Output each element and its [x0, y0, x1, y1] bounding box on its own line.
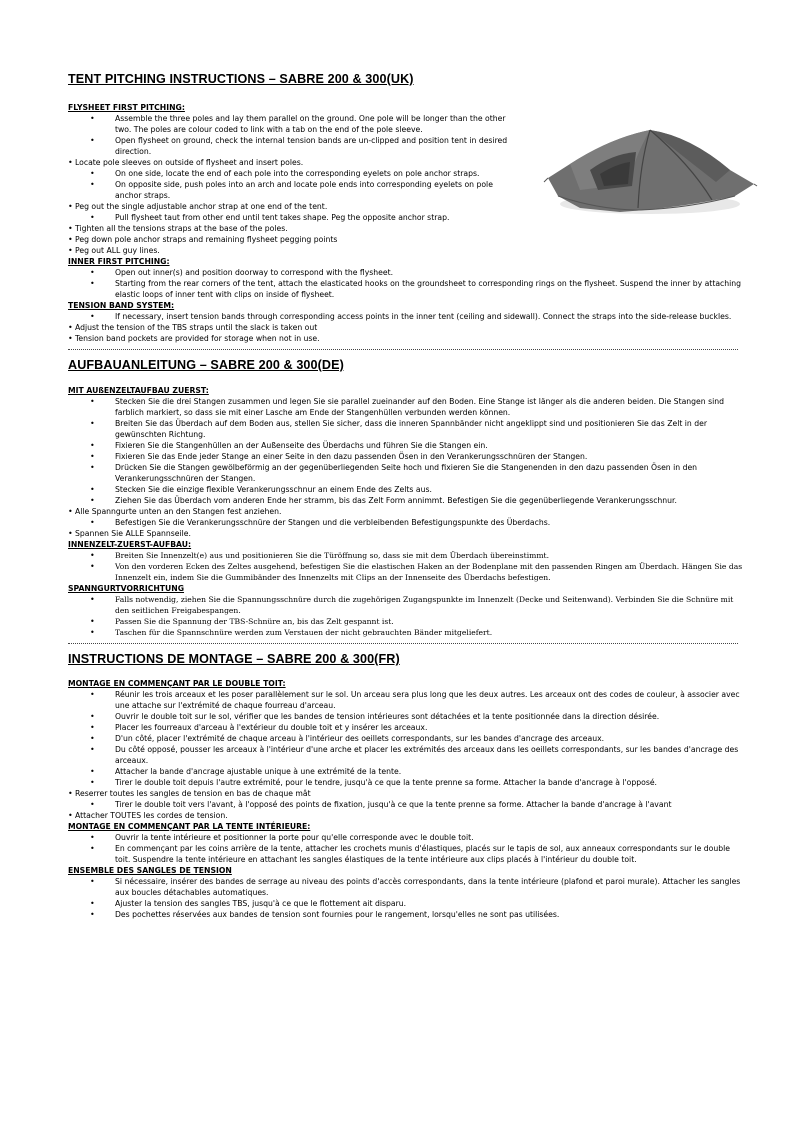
list-item: • Ouvrir la tente intérieure et positionner la porte pour qu'elle corresponde avec le double toit. [68, 832, 744, 843]
subsection-inner-first [68, 821, 744, 865]
list-item: • Attacher TOUTES les cordes de tension. [68, 810, 744, 821]
list-item: • Von den vorderen Ecken des Zeltes ausgehend, befestigen Sie die elastischen Haken an der Bodenplane mit den passenden Ringen am Überdach. Hängen Sie das Innenzelt ein, indem Sie die Gummibänder des Innenzelts mit Clips an der Innenseite des Überdachs befestigen. [68, 561, 744, 583]
list-item: • Reserrer toutes les sangles de tension en bas de chaque mât [68, 788, 744, 799]
subsection-heading: INNER FIRST PITCHING: [68, 257, 170, 266]
list-item: • Ouvrir le double toit sur le sol, vérifier que les bandes de tension intérieures sont détachées et la tente positionnée dans la direction désirée. [68, 711, 744, 722]
list-item: • Taschen für die Spannschnüre werden zum Verstauen der nicht gebrauchten Bänder mitgeliefert. [68, 627, 744, 638]
list-item: • Pull flysheet taut from other end until tent takes shape. Peg the opposite anchor strap. [68, 212, 508, 223]
list-item: • Stecken Sie die einzige flexible Verankerungsschnur an einem Ende des Zelts aus. [68, 484, 744, 495]
list-item: • Open out inner(s) and position doorway to correspond with the flysheet. [68, 267, 744, 278]
list-item: • If necessary, insert tension bands through corresponding access points in the inner tent (ceiling and sidewall). Connect the straps into the side-release buckles. [68, 311, 744, 322]
list-item: • Assemble the three poles and lay them parallel on the ground. One pole will be longer than the other two. The poles are colour coded to link with a tab on the end of the pole sleeve. [68, 113, 508, 135]
list-item: • Peg down pole anchor straps and remaining flysheet pegging points [68, 234, 508, 245]
subsection-inner-first [68, 539, 744, 583]
subsection-heading: MONTAGE EN COMMENÇANT PAR LA TENTE INTÉRIEURE: [68, 822, 311, 831]
list-item: • Drücken Sie die Stangen gewölbeförmig an der gegenüberliegenden Seite hoch und fixieren Sie die Stangenenden in den dazu passenden Ösen in den Verankerungsschnüren der Stangen. [68, 462, 744, 484]
subsection-flysheet-first [68, 385, 744, 539]
list-item: • Breiten Sie Innenzelt(e) aus und positionieren Sie die Türöffnung so, dass sie mit dem Überdach übereinstimmt. [68, 550, 744, 561]
list-item: • Spannen Sie ALLE Spannseile. [68, 528, 744, 539]
list-item: • Tighten all the tensions straps at the base of the poles. [68, 223, 508, 234]
subsection-tension-band [68, 865, 744, 920]
list-item: • Des pochettes réservées aux bandes de tension sont fournies pour le rangement, lorsqu'elles ne sont pas utilisées. [68, 909, 744, 920]
list-item: • Stecken Sie die drei Stangen zusammen und legen Sie sie parallel zueinander auf den Boden. Eine Stange ist länger als die anderen beiden. Die Stangen sind farblich markiert, so dass sie mit einer Lasche am Ende der Stangenhüllen verbunden werden können. [68, 396, 744, 418]
list-item: • Peg out ALL guy lines. [68, 245, 508, 256]
list-item: • Placer les fourreaux d'arceau à l'extérieur du double toit et y insérer les arceaux. [68, 722, 744, 733]
section-title: AUFBAUANLEITUNG – SABRE 200 & 300(DE) [68, 358, 344, 372]
list-item: • Open flysheet on ground, check the internal tension bands are un-clipped and position tent in desired direction. [68, 135, 508, 157]
list-item: • Tirer le double toit depuis l'autre extrémité, pour le tendre, jusqu'à ce que la tente prenne sa forme. Attacher la bande d'ancrage à l'opposé. [68, 777, 744, 788]
subsection-heading: TENSION BAND SYSTEM: [68, 301, 175, 310]
subsection-heading: INNENZELT-ZUERST-AUFBAU: [68, 540, 192, 549]
list-item: • Réunir les trois arceaux et les poser parallèlement sur le sol. Un arceau sera plus long que les deux autres. Les arceaux ont des codes de couleur, à associer avec une attache sur l'extrémité de chaque fourreau d'arceau. [68, 689, 744, 711]
list-item: • Tirer le double toit vers l'avant, à l'opposé des points de fixation, jusqu'à ce que la tente prenne sa forme. Attacher la bande d'ancrage à l'avant [68, 799, 744, 810]
list-item: • Adjust the tension of the TBS straps until the slack is taken out [68, 322, 744, 333]
list-item: • Ziehen Sie das Überdach vom anderen Ende her stramm, bis das Zelt Form annimmt. Befestigen Sie die gegenüberliegende Verankerungsschnur. [68, 495, 744, 506]
list-item: • Ajuster la tension des sangles TBS, jusqu'à ce que le flottement ait disparu. [68, 898, 744, 909]
list-item: • Si nécessaire, insérer des bandes de serrage au niveau des points d'accès correspondants, dans la tente intérieure (plafond et paroi murale). Attacher les sangles aux boucles détachables automatiques. [68, 876, 744, 898]
list-item: • En commençant par les coins arrière de la tente, attacher les crochets munis d'élastiques, placés sur le tapis de sol, aux anneaux correspondants sur le double toit. Suspendre la tente intérieure en attachant les sangles élastiques de la tente intérieure aux clips placés à l'intérieur du double toit. [68, 843, 744, 865]
subsection-inner-first [68, 256, 744, 300]
section-english [68, 72, 744, 344]
list-item: • Fixieren Sie das Ende jeder Stange an einer Seite in den dazu passenden Ösen in den Verankerungsschnüren der Stangen. [68, 451, 744, 462]
list-item: • Befestigen Sie die Verankerungsschnüre der Stangen und die verbleibenden Befestigungspunkte des Überdachs. [68, 517, 744, 528]
section-title: INSTRUCTIONS DE MONTAGE – SABRE 200 & 300(FR) [68, 652, 400, 666]
list-item: • Fixieren Sie die Stangenhüllen an der Außenseite des Überdachs und führen Sie die Stangen ein. [68, 440, 744, 451]
subsection-heading: ENSEMBLE DES SANGLES DE TENSION [68, 866, 232, 875]
subsection-heading: MONTAGE EN COMMENÇANT PAR LE DOUBLE TOIT: [68, 679, 286, 688]
list-item: • Passen Sie die Spannung der TBS-Schnüre an, bis das Zelt gespannt ist. [68, 616, 744, 627]
list-item: • On opposite side, push poles into an arch and locate pole ends into corresponding eyelets on pole anchor straps. [68, 179, 508, 201]
list-item: • Peg out the single adjustable anchor strap at one end of the tent. [68, 201, 508, 212]
subsection-flysheet-first [68, 102, 744, 256]
section-french [68, 652, 744, 920]
subsection-heading: FLYSHEET FIRST PITCHING: [68, 103, 185, 112]
subsection-heading: MIT AUßENZELTAUFBAU ZUERST: [68, 386, 209, 395]
list-item: • Starting from the rear corners of the tent, attach the elasticated hooks on the groundsheet to corresponding rings on the flysheet. Suspend the inner by attaching elastic loops of inner tent with clips on inside of flysheet. [68, 278, 744, 300]
list-item: • Attacher la bande d'ancrage ajustable unique à une extrémité de la tente. [68, 766, 744, 777]
list-item: • Alle Spanngurte unten an den Stangen fest anziehen. [68, 506, 744, 517]
subsection-tension-band [68, 300, 744, 344]
list-item: • On one side, locate the end of each pole into the corresponding eyelets on pole anchor straps. [68, 168, 508, 179]
subsection-tension-band [68, 583, 744, 638]
list-item: • Breiten Sie das Überdach auf dem Boden aus, stellen Sie sicher, dass die inneren Spannbänder nicht angeklippt sind und positionieren Sie das Zelt in der gewünschten Richtung. [68, 418, 744, 440]
list-item: • Locate pole sleeves on outside of flysheet and insert poles. [68, 157, 508, 168]
subsection-heading: SPANNGURTVORRICHTUNG [68, 584, 185, 593]
section-german [68, 358, 744, 638]
instructions-content [68, 72, 744, 920]
list-item: • Falls notwendig, ziehen Sie die Spannungsschnüre durch die zugehörigen Zugangspunkte im Innenzelt (Decke und Seitenwand). Verbinden Sie die Schnüre mit den seitlichen Freigabespangen. [68, 594, 744, 616]
subsection-flysheet-first [68, 678, 744, 821]
section-title: TENT PITCHING INSTRUCTIONS – SABRE 200 & 300(UK) [68, 72, 414, 86]
list-item: • Du côté opposé, pousser les arceaux à l'intérieur d'une arche et placer les extrémités des arceaux dans les oeillets correspondants, sur les bandes d'ancrage des arceaux. [68, 744, 744, 766]
dotted-divider [68, 643, 738, 644]
list-item: • Tension band pockets are provided for storage when not in use. [68, 333, 744, 344]
list-item: • D'un côté, placer l'extrémité de chaque arceau à l'intérieur des oeillets correspondants, sur les bandes d'ancrage des arceaux. [68, 733, 744, 744]
dotted-divider [68, 349, 738, 350]
